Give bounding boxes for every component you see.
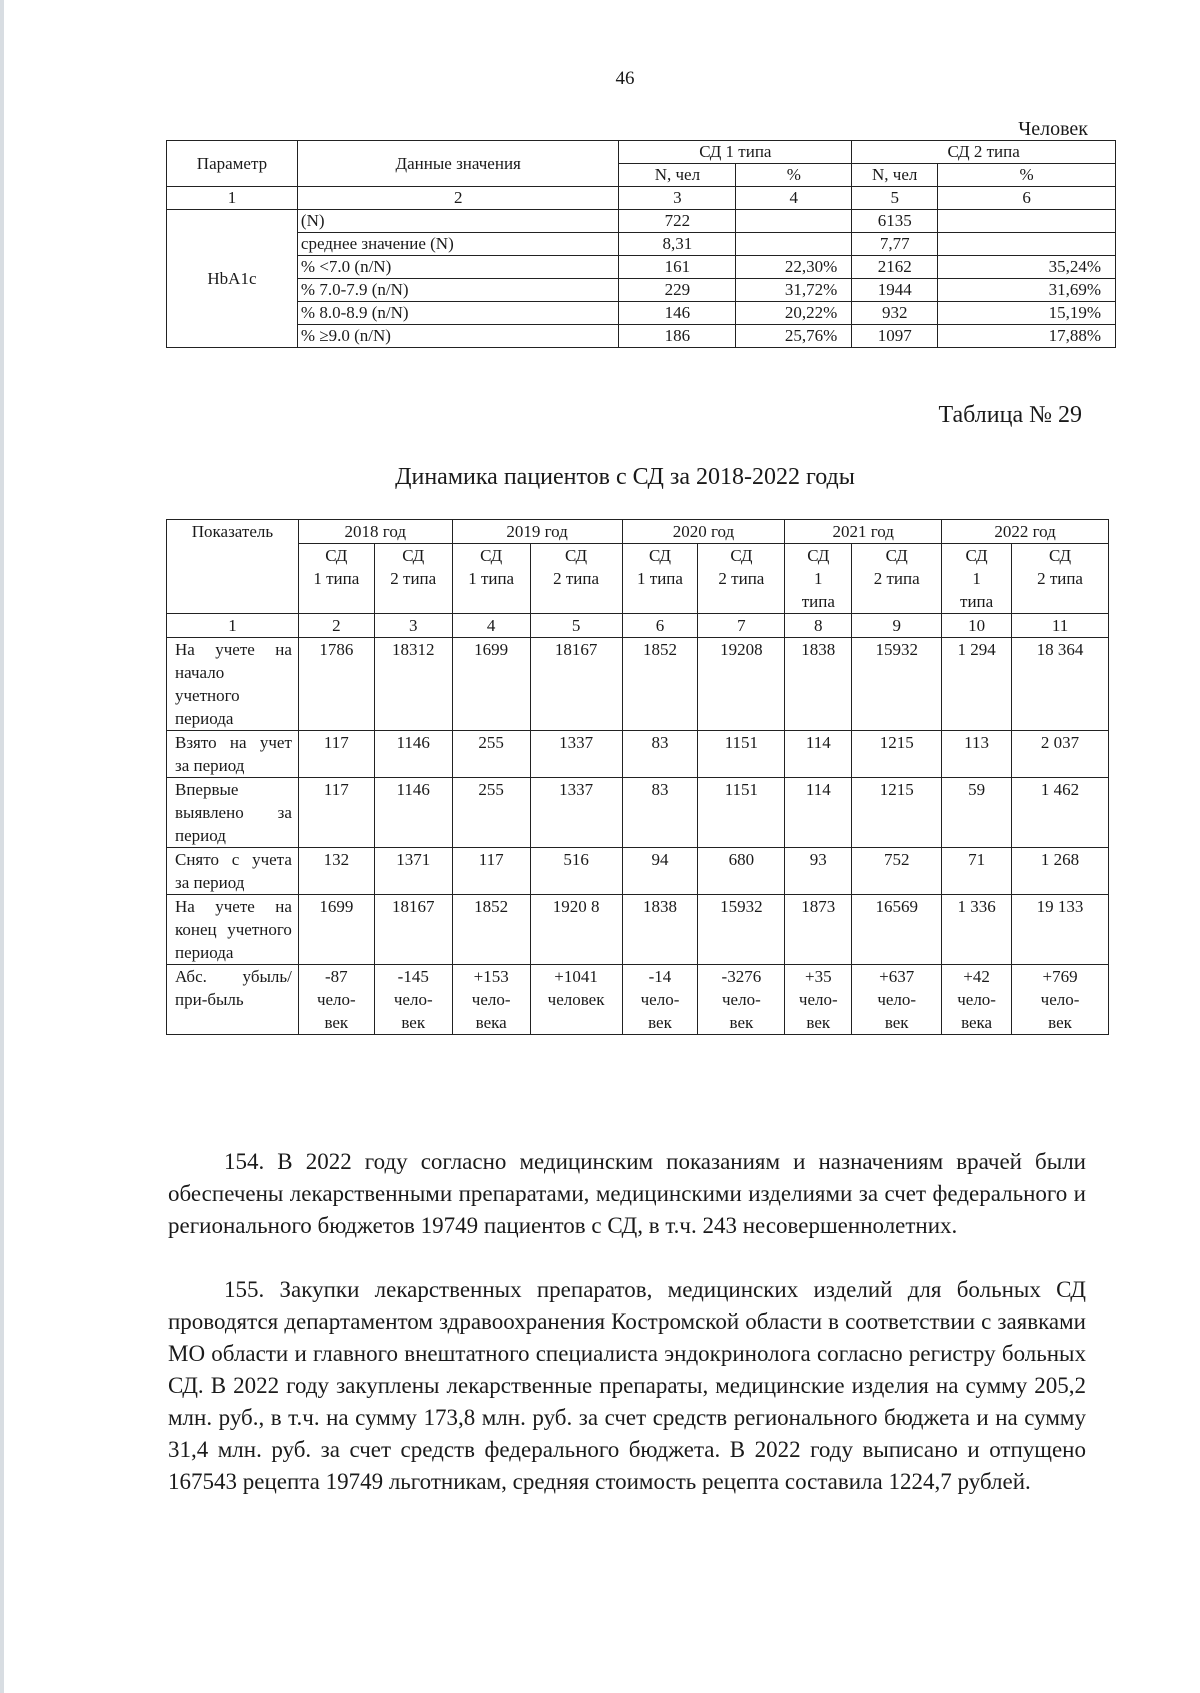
- cell-value: 114: [785, 731, 852, 778]
- header-subtype: СД 2 типа: [852, 544, 942, 614]
- cell-value: +42 чело- века: [942, 965, 1012, 1035]
- cell-value: +153 чело- века: [452, 965, 530, 1035]
- col-number: 8: [785, 614, 852, 638]
- sd2-pct: 35,24%: [938, 256, 1116, 279]
- cell-value: 1146: [374, 731, 452, 778]
- cell-value: +637 чело- век: [852, 965, 942, 1035]
- row-label: % ≥9.0 (n/N): [297, 325, 619, 348]
- cell-value: 1371: [374, 848, 452, 895]
- cell-value: 1699: [452, 638, 530, 731]
- cell-value: 255: [452, 731, 530, 778]
- cell-value: 1873: [785, 895, 852, 965]
- scan-edge: [0, 0, 4, 1693]
- cell-value: 1838: [622, 895, 698, 965]
- cell-value: -14 чело- век: [622, 965, 698, 1035]
- row-label: Взято на учет за период: [167, 731, 299, 778]
- col-number: 10: [942, 614, 1012, 638]
- sd1-pct: 25,76%: [736, 325, 852, 348]
- col-number: 5: [852, 187, 938, 210]
- header-sd2-pct: %: [938, 164, 1116, 187]
- header-sd2: СД 2 типа: [852, 141, 1116, 164]
- cell-value: 1215: [852, 778, 942, 848]
- sd2-n: 932: [852, 302, 938, 325]
- col-number: 7: [698, 614, 785, 638]
- col-number: 1: [167, 187, 298, 210]
- sd2-n: 2162: [852, 256, 938, 279]
- sd2-n: 7,77: [852, 233, 938, 256]
- cell-value: 117: [298, 731, 374, 778]
- table-row: [167, 210, 1116, 233]
- group-label-hba1c: HbA1c: [167, 210, 298, 348]
- table-row: [167, 731, 1109, 778]
- sd2-pct: [938, 210, 1116, 233]
- sd1-n: 722: [619, 210, 736, 233]
- header-sd1: СД 1 типа: [619, 141, 852, 164]
- sd1-n: 146: [619, 302, 736, 325]
- header-sd2-n: N, чел: [852, 164, 938, 187]
- hba1c-table: [166, 140, 1116, 348]
- cell-value: +35 чело- век: [785, 965, 852, 1035]
- header-subtype: СД 2 типа: [698, 544, 785, 614]
- sd1-pct: [736, 210, 852, 233]
- col-number: 3: [374, 614, 452, 638]
- cell-value: 1 462: [1012, 778, 1109, 848]
- col-number: 4: [736, 187, 852, 210]
- table-row: [167, 279, 1116, 302]
- cell-value: 1852: [622, 638, 698, 731]
- sd1-n: 8,31: [619, 233, 736, 256]
- table2-number: Таблица № 29: [938, 402, 1082, 428]
- col-number: 6: [938, 187, 1116, 210]
- header-subtype: СД 1 типа: [942, 544, 1012, 614]
- cell-value: 1838: [785, 638, 852, 731]
- cell-value: 93: [785, 848, 852, 895]
- table-row: [167, 778, 1109, 848]
- cell-value: 752: [852, 848, 942, 895]
- cell-value: 83: [622, 731, 698, 778]
- paragraph-154: 154. В 2022 году согласно медицинским показаниям и назначениям врачей были обеспечены лекарственными препаратами, медицинскими изделиями за счет федерального и регионального бюджетов 19749 пациентов с СД, в т.ч. 243 несовершеннолетних.: [168, 1149, 1086, 1238]
- table-row: [167, 302, 1116, 325]
- col-number: 11: [1012, 614, 1109, 638]
- cell-value: 1786: [298, 638, 374, 731]
- header-sd1-n: N, чел: [619, 164, 736, 187]
- cell-value: 1146: [374, 778, 452, 848]
- col-number: 6: [622, 614, 698, 638]
- header-indicator: Показатель: [167, 520, 299, 614]
- header-subtype: СД 1 типа: [452, 544, 530, 614]
- cell-value: +769 чело- век: [1012, 965, 1109, 1035]
- cell-value: 1337: [530, 778, 622, 848]
- sd2-pct: 17,88%: [938, 325, 1116, 348]
- sd2-n: 6135: [852, 210, 938, 233]
- cell-value: 2 037: [1012, 731, 1109, 778]
- cell-value: +1041 человек: [530, 965, 622, 1035]
- cell-value: -87 чело- век: [298, 965, 374, 1035]
- sd2-pct: 31,69%: [938, 279, 1116, 302]
- header-year: 2022 год: [942, 520, 1109, 544]
- cell-value: 18167: [530, 638, 622, 731]
- cell-value: 516: [530, 848, 622, 895]
- cell-value: 1151: [698, 731, 785, 778]
- header-subtype: СД 2 типа: [374, 544, 452, 614]
- header-year: 2021 год: [785, 520, 942, 544]
- cell-value: 59: [942, 778, 1012, 848]
- cell-value: 83: [622, 778, 698, 848]
- table-row: [167, 233, 1116, 256]
- cell-value: 117: [298, 778, 374, 848]
- row-label: % 8.0-8.9 (n/N): [297, 302, 619, 325]
- sd1-n: 186: [619, 325, 736, 348]
- cell-value: 1 294: [942, 638, 1012, 731]
- header-subtype: СД 1 типа: [298, 544, 374, 614]
- sd1-pct: 22,30%: [736, 256, 852, 279]
- cell-value: 113: [942, 731, 1012, 778]
- cell-value: 1 268: [1012, 848, 1109, 895]
- cell-value: 18167: [374, 895, 452, 965]
- cell-value: -145 чело- век: [374, 965, 452, 1035]
- col-number: 3: [619, 187, 736, 210]
- cell-value: 19208: [698, 638, 785, 731]
- sd2-pct: 15,19%: [938, 302, 1116, 325]
- col-number: 9: [852, 614, 942, 638]
- table2-title: Динамика пациентов с СД за 2018-2022 годы: [395, 464, 855, 490]
- col-number: 4: [452, 614, 530, 638]
- paragraph-155: 155. Закупки лекарственных препаратов, медицинских изделий для больных СД проводятся департаментом здравоохранения Костромской области в соответствии с заявками МО области и главного внештатного специалиста эндокринолога согласно регистру больных СД. В 2022 году закуплены лекарственные препараты, медицинские изделия на сумму 205,2 млн. руб., в т.ч. на сумму 173,8 млн. руб. за счет средств регионального бюджета и на сумму 31,4 млн. руб. за счет средств федерального бюджета. В 2022 году выписано и отпущено 167543 рецепта 19749 льготникам, средняя стоимость рецепта составила 1224,7 рублей.: [168, 1277, 1086, 1494]
- header-year: 2019 год: [452, 520, 622, 544]
- col-number: 5: [530, 614, 622, 638]
- cell-value: 1337: [530, 731, 622, 778]
- header-subtype: СД 2 типа: [1012, 544, 1109, 614]
- header-subtype: СД 1 типа: [785, 544, 852, 614]
- cell-value: 1699: [298, 895, 374, 965]
- header-subtype: СД 2 типа: [530, 544, 622, 614]
- cell-value: 71: [942, 848, 1012, 895]
- cell-value: 132: [298, 848, 374, 895]
- cell-value: 1852: [452, 895, 530, 965]
- cell-value: 16569: [852, 895, 942, 965]
- cell-value: 1151: [698, 778, 785, 848]
- table-row: [167, 638, 1109, 731]
- cell-value: 1 336: [942, 895, 1012, 965]
- header-values: Данные значения: [297, 141, 619, 187]
- sd1-pct: 31,72%: [736, 279, 852, 302]
- cell-value: 114: [785, 778, 852, 848]
- table-row: [167, 895, 1109, 965]
- cell-value: 255: [452, 778, 530, 848]
- header-year: 2018 год: [298, 520, 452, 544]
- cell-value: 1215: [852, 731, 942, 778]
- sd2-pct: [938, 233, 1116, 256]
- cell-value: 680: [698, 848, 785, 895]
- row-label: На учете на начало учетного периода: [167, 638, 299, 731]
- row-label: % 7.0-7.9 (n/N): [297, 279, 619, 302]
- sd1-n: 161: [619, 256, 736, 279]
- row-label: (N): [297, 210, 619, 233]
- sd1-pct: 20,22%: [736, 302, 852, 325]
- sd1-n: 229: [619, 279, 736, 302]
- header-subtype: СД 1 типа: [622, 544, 698, 614]
- row-label: Снято с учета за период: [167, 848, 299, 895]
- page-number: 46: [615, 68, 635, 89]
- cell-value: 15932: [698, 895, 785, 965]
- col-number: 1: [167, 614, 299, 638]
- col-number: 2: [298, 614, 374, 638]
- table-row: [167, 848, 1109, 895]
- cell-value: 94: [622, 848, 698, 895]
- cell-value: -3276 чело- век: [698, 965, 785, 1035]
- table-row: [167, 256, 1116, 279]
- cell-value: 19 133: [1012, 895, 1109, 965]
- sd1-pct: [736, 233, 852, 256]
- header-param: Параметр: [167, 141, 298, 187]
- table-row: [167, 325, 1116, 348]
- table-row: [167, 965, 1109, 1035]
- row-label: На учете на конец учетного периода: [167, 895, 299, 965]
- row-label: среднее значение (N): [297, 233, 619, 256]
- cell-value: 18 364: [1012, 638, 1109, 731]
- sd2-n: 1944: [852, 279, 938, 302]
- cell-value: 117: [452, 848, 530, 895]
- table1-unit-label: Человек: [1018, 118, 1088, 140]
- header-sd1-pct: %: [736, 164, 852, 187]
- sd2-n: 1097: [852, 325, 938, 348]
- cell-value: 1920 8: [530, 895, 622, 965]
- row-label: Впервые выявлено за период: [167, 778, 299, 848]
- row-label: Абс. убыль/при-быль: [167, 965, 299, 1035]
- cell-value: 18312: [374, 638, 452, 731]
- cell-value: 15932: [852, 638, 942, 731]
- col-number: 2: [297, 187, 619, 210]
- row-label: % <7.0 (n/N): [297, 256, 619, 279]
- dynamics-table: [166, 519, 1109, 1035]
- header-year: 2020 год: [622, 520, 785, 544]
